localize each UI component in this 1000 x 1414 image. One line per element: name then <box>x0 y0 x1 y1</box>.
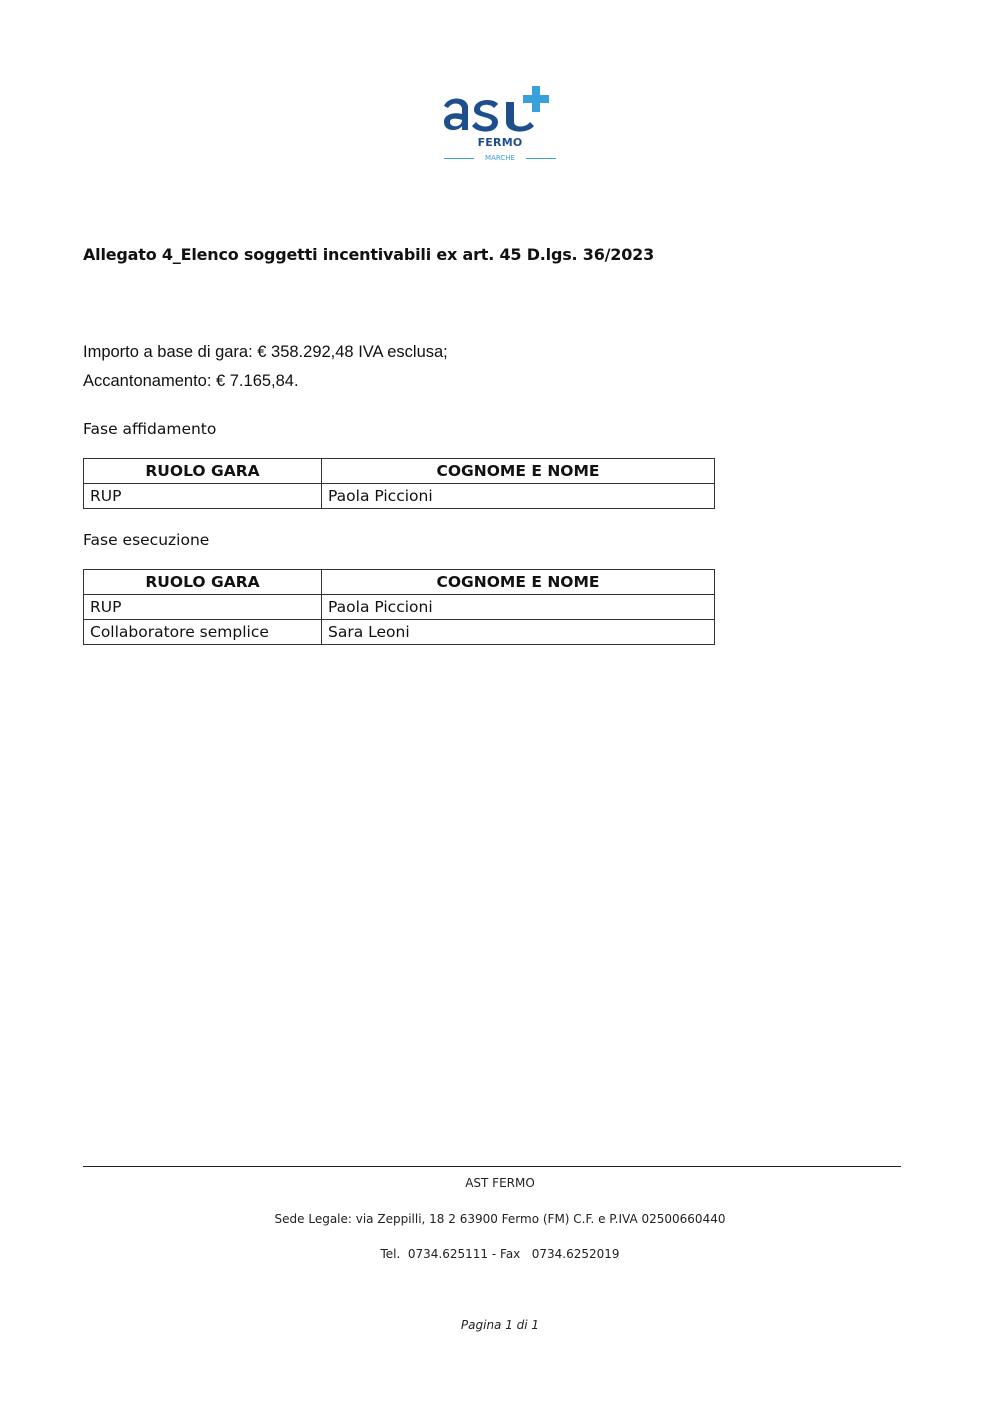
logo-region-label: MARCHE <box>485 154 515 162</box>
accantonamento-line: Accantonamento: € 7.165,84. <box>83 372 299 390</box>
table-row <box>84 484 715 509</box>
logo-region <box>444 153 556 163</box>
footer-org: AST FERMO <box>465 1176 535 1190</box>
column-header-nome: COGNOME E NOME <box>322 459 715 484</box>
cell-nome: Sara Leoni <box>322 620 715 645</box>
cell-nome: Paola Piccioni <box>322 484 715 509</box>
footer-divider <box>83 1166 901 1167</box>
ast-logo-mark <box>440 82 560 138</box>
cell-ruolo: RUP <box>84 484 322 509</box>
table-esecuzione <box>83 569 715 645</box>
logo-rule-right <box>526 158 556 159</box>
cell-nome: Paola Piccioni <box>322 595 715 620</box>
column-header-ruolo: RUOLO GARA <box>84 459 322 484</box>
footer-contacts: Tel. 0734.625111 - Fax 0734.6252019 <box>380 1247 620 1261</box>
table-affidamento <box>83 458 715 509</box>
column-header-ruolo: RUOLO GARA <box>84 570 322 595</box>
table-header-row <box>84 570 715 595</box>
logo-subtitle: FERMO <box>477 136 523 149</box>
footer-address: Sede Legale: via Zeppilli, 18 2 63900 Fermo (FM) C.F. e P.IVA 02500660440 <box>274 1212 726 1226</box>
page-number: Pagina 1 di 1 <box>460 1318 540 1332</box>
table-row <box>84 620 715 645</box>
ast-fermo-logo <box>440 82 560 166</box>
importo-line: Importo a base di gara: € 358.292,48 IVA esclusa; <box>83 343 448 361</box>
section-label-affidamento: Fase affidamento <box>83 420 217 438</box>
column-header-nome: COGNOME E NOME <box>322 570 715 595</box>
cell-ruolo: RUP <box>84 595 322 620</box>
table-header-row <box>84 459 715 484</box>
table-row <box>84 595 715 620</box>
cell-ruolo: Collaboratore semplice <box>84 620 322 645</box>
document-title: Allegato 4_Elenco soggetti incentivabili ex art. 45 D.lgs. 36/2023 <box>83 245 655 264</box>
section-label-esecuzione: Fase esecuzione <box>83 531 210 549</box>
